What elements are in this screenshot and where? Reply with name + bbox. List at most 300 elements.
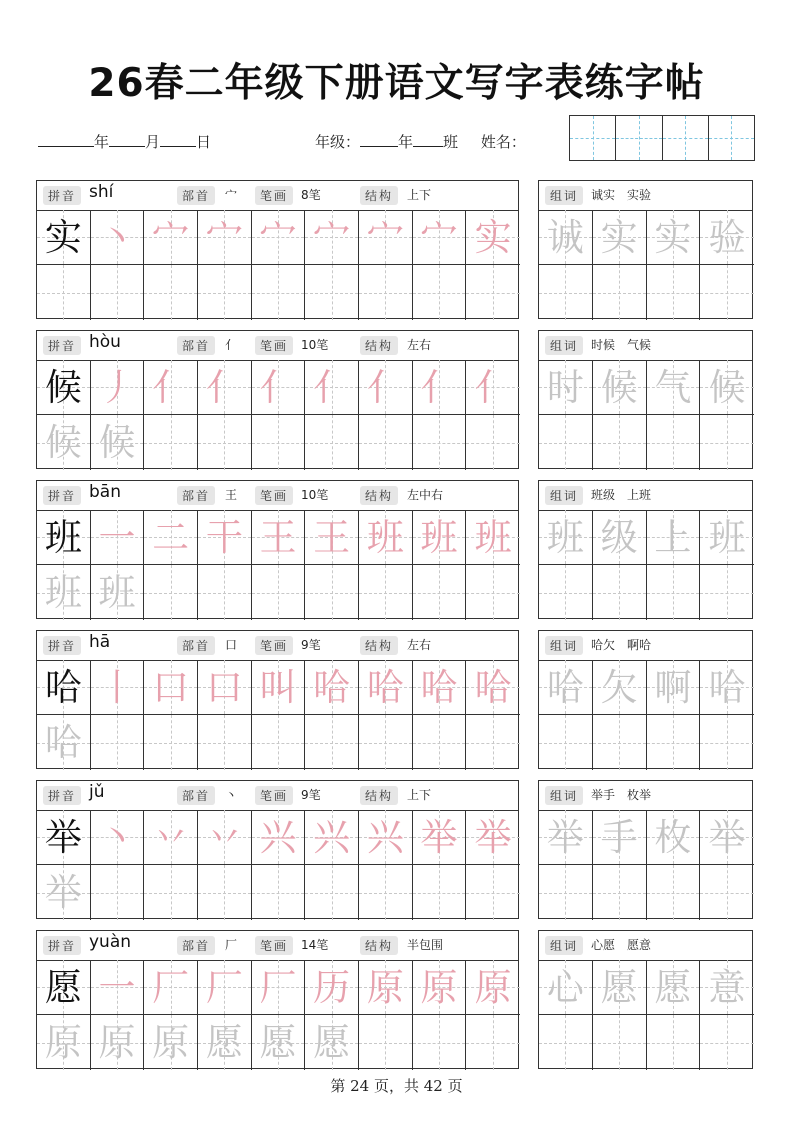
character-info-header: [37, 781, 518, 811]
practice-cell[interactable]: [91, 360, 145, 415]
practice-cell[interactable]: [359, 415, 413, 470]
year-blank[interactable]: [38, 132, 94, 147]
step-character: 厂: [259, 965, 297, 1009]
step-character: 一: [98, 515, 136, 559]
practice-cell[interactable]: [466, 1015, 520, 1070]
practice-cell[interactable]: [305, 810, 359, 865]
field-value: hā: [89, 632, 111, 652]
grade-blank[interactable]: [360, 132, 398, 147]
character-info-header: [37, 631, 518, 661]
practice-cell[interactable]: [198, 265, 252, 320]
practice-cell[interactable]: [539, 1015, 593, 1070]
word-grid: [539, 360, 752, 468]
step-character: 厂: [205, 965, 243, 1009]
trace-character: 班: [44, 571, 82, 614]
character-info-header: [37, 331, 518, 361]
trace-character: 意: [708, 965, 746, 1009]
field-label: 笔画: [255, 336, 293, 355]
practice-cell[interactable]: [91, 715, 145, 770]
practice-cell[interactable]: [647, 210, 701, 265]
practice-cell[interactable]: [144, 810, 198, 865]
name-cell[interactable]: [709, 116, 754, 160]
practice-cell[interactable]: [700, 210, 754, 265]
practice-cell[interactable]: [593, 415, 647, 470]
trace-character: 啊: [654, 665, 692, 709]
practice-cell[interactable]: [413, 415, 467, 470]
practice-cell[interactable]: [647, 360, 701, 415]
field-label: 拼音: [43, 636, 81, 655]
field-label: 部首: [177, 636, 215, 655]
practice-cell[interactable]: [539, 865, 593, 920]
trace-character: 欠: [600, 665, 638, 709]
field-label: 拼音: [43, 336, 81, 355]
field-label: 组词: [545, 936, 583, 955]
field-value: 10笔: [301, 338, 329, 352]
practice-cell[interactable]: [539, 715, 593, 770]
practice-cell[interactable]: [91, 1015, 145, 1070]
practice-cell[interactable]: [413, 865, 467, 920]
character-panel: [36, 780, 519, 919]
practice-cell[interactable]: [700, 960, 754, 1015]
field-label: 拼音: [43, 486, 81, 505]
trace-character: 气: [654, 365, 692, 409]
character-info-header: [37, 181, 518, 211]
step-character: 丨: [98, 665, 136, 709]
practice-cell[interactable]: [198, 510, 252, 565]
field-value: 诚实 实验: [591, 188, 652, 202]
practice-cell[interactable]: [198, 415, 252, 470]
practice-cell[interactable]: [359, 565, 413, 620]
practice-cell[interactable]: [91, 510, 145, 565]
practice-cell[interactable]: [413, 510, 467, 565]
main-character: 实: [44, 215, 82, 259]
trace-character: 举: [708, 815, 746, 859]
page-title: 26春二年级下册语文写字表练字帖: [88, 61, 705, 106]
practice-cell[interactable]: [359, 510, 413, 565]
practice-cell[interactable]: [252, 415, 306, 470]
field-label: 组词: [545, 486, 583, 505]
step-character: 兴: [366, 815, 404, 859]
step-character: 哈: [474, 665, 512, 709]
practice-cell[interactable]: [37, 960, 91, 1015]
practice-cell[interactable]: [466, 565, 520, 620]
step-character: 宀: [152, 215, 190, 259]
practice-cell[interactable]: [37, 1015, 91, 1070]
practice-cell[interactable]: [700, 810, 754, 865]
field-label: 结构: [360, 786, 398, 805]
field-value: 上下: [407, 788, 432, 802]
practice-cell[interactable]: [593, 715, 647, 770]
practice-cell[interactable]: [305, 865, 359, 920]
class-blank[interactable]: [413, 132, 443, 147]
month-label: 月: [145, 133, 161, 151]
field-label: 笔画: [255, 636, 293, 655]
practice-cell[interactable]: [359, 210, 413, 265]
word-grid: [539, 810, 752, 918]
practice-cell[interactable]: [466, 660, 520, 715]
field-value: bān: [89, 482, 121, 502]
practice-cell[interactable]: [647, 510, 701, 565]
practice-cell[interactable]: [700, 415, 754, 470]
field-label: 部首: [177, 936, 215, 955]
word-grid: [539, 510, 752, 618]
practice-cell[interactable]: [37, 360, 91, 415]
practice-cell[interactable]: [305, 510, 359, 565]
step-character: 亻: [366, 365, 404, 409]
practice-cell[interactable]: [700, 565, 754, 620]
practice-cell[interactable]: [144, 415, 198, 470]
field-value: 王: [225, 488, 238, 502]
word-panel: [538, 480, 753, 619]
practice-cell[interactable]: [198, 360, 252, 415]
step-character: 一: [98, 965, 136, 1009]
practice-cell[interactable]: [305, 265, 359, 320]
field-value: yuàn: [89, 932, 132, 952]
field-label: 部首: [177, 486, 215, 505]
practice-cell[interactable]: [413, 265, 467, 320]
practice-cell[interactable]: [144, 715, 198, 770]
trace-character: 原: [98, 1021, 136, 1064]
field-label: 组词: [545, 786, 583, 805]
practice-cell[interactable]: [144, 565, 198, 620]
main-character: 候: [44, 365, 82, 409]
practice-cell[interactable]: [305, 415, 359, 470]
name-box[interactable]: [569, 115, 755, 161]
field-value: 9笔: [301, 638, 321, 652]
practice-cell[interactable]: [700, 1015, 754, 1070]
practice-cell[interactable]: [413, 715, 467, 770]
step-character: 宀: [259, 215, 297, 259]
writing-grid: [37, 510, 518, 618]
trace-character: 候: [98, 421, 136, 464]
practice-cell[interactable]: [198, 660, 252, 715]
practice-cell[interactable]: [466, 510, 520, 565]
practice-cell[interactable]: [144, 1015, 198, 1070]
practice-cell[interactable]: [647, 565, 701, 620]
trace-character: 心: [546, 965, 584, 1009]
practice-cell[interactable]: [144, 960, 198, 1015]
field-value: 10笔: [301, 488, 329, 502]
practice-cell[interactable]: [700, 360, 754, 415]
step-character: 干: [205, 515, 243, 559]
practice-cell[interactable]: [144, 265, 198, 320]
practice-cell[interactable]: [647, 960, 701, 1015]
field-label: 拼音: [43, 186, 81, 205]
practice-cell[interactable]: [91, 960, 145, 1015]
practice-cell[interactable]: [252, 715, 306, 770]
step-character: 亻: [313, 365, 351, 409]
practice-cell[interactable]: [647, 715, 701, 770]
step-character: 实: [474, 215, 512, 259]
day-blank[interactable]: [160, 132, 196, 147]
step-character: 叫: [259, 665, 297, 709]
practice-cell[interactable]: [198, 1015, 252, 1070]
practice-cell[interactable]: [91, 565, 145, 620]
step-character: 宀: [366, 215, 404, 259]
practice-cell[interactable]: [305, 565, 359, 620]
practice-cell[interactable]: [359, 660, 413, 715]
name-cell[interactable]: [570, 116, 616, 160]
practice-cell[interactable]: [413, 810, 467, 865]
practice-cell[interactable]: [413, 210, 467, 265]
practice-cell[interactable]: [359, 715, 413, 770]
practice-cell[interactable]: [359, 960, 413, 1015]
practice-cell[interactable]: [37, 715, 91, 770]
practice-cell[interactable]: [252, 565, 306, 620]
field-label: 组词: [545, 636, 583, 655]
main-character: 愿: [44, 965, 82, 1009]
step-character: 举: [474, 815, 512, 859]
practice-cell[interactable]: [466, 415, 520, 470]
practice-cell[interactable]: [91, 865, 145, 920]
practice-cell[interactable]: [305, 360, 359, 415]
practice-cell[interactable]: [359, 1015, 413, 1070]
practice-cell[interactable]: [539, 660, 593, 715]
grade-line: [315, 131, 526, 152]
step-character: 原: [420, 965, 458, 1009]
practice-cell[interactable]: [252, 265, 306, 320]
writing-grid: [37, 810, 518, 918]
step-character: 兴: [259, 815, 297, 859]
practice-cell[interactable]: [413, 565, 467, 620]
field-value: 左右: [407, 338, 432, 352]
step-character: 班: [420, 515, 458, 559]
practice-cell[interactable]: [593, 565, 647, 620]
practice-cell[interactable]: [37, 510, 91, 565]
practice-cell[interactable]: [252, 660, 306, 715]
practice-cell[interactable]: [359, 810, 413, 865]
field-value: 时候 气候: [591, 338, 652, 352]
word-panel: [538, 630, 753, 769]
practice-cell[interactable]: [144, 360, 198, 415]
practice-cell[interactable]: [144, 210, 198, 265]
practice-cell[interactable]: [593, 1015, 647, 1070]
practice-cell[interactable]: [700, 660, 754, 715]
practice-cell[interactable]: [466, 715, 520, 770]
practice-cell[interactable]: [305, 210, 359, 265]
field-label: 部首: [177, 186, 215, 205]
practice-cell[interactable]: [37, 660, 91, 715]
step-character: 兴: [313, 815, 351, 859]
practice-cell[interactable]: [198, 715, 252, 770]
month-blank[interactable]: [109, 132, 145, 147]
trace-character: 班: [546, 515, 584, 559]
practice-cell[interactable]: [593, 810, 647, 865]
word-header: [539, 631, 752, 661]
practice-cell[interactable]: [593, 510, 647, 565]
name-cell[interactable]: [663, 116, 709, 160]
trace-character: 愿: [313, 1021, 351, 1064]
practice-cell[interactable]: [466, 865, 520, 920]
practice-cell[interactable]: [647, 1015, 701, 1070]
step-character: 丶: [98, 215, 136, 259]
practice-cell[interactable]: [466, 810, 520, 865]
practice-cell[interactable]: [198, 960, 252, 1015]
practice-cell[interactable]: [539, 810, 593, 865]
character-info-header: [37, 931, 518, 961]
practice-cell[interactable]: [647, 865, 701, 920]
word-header: [539, 181, 752, 211]
practice-cell[interactable]: [198, 565, 252, 620]
field-label: 拼音: [43, 936, 81, 955]
word-panel: [538, 330, 753, 469]
trace-character: 手: [600, 815, 638, 859]
word-grid: [539, 960, 752, 1068]
practice-cell[interactable]: [37, 810, 91, 865]
practice-cell[interactable]: [198, 865, 252, 920]
practice-cell[interactable]: [539, 265, 593, 320]
field-label: 笔画: [255, 486, 293, 505]
practice-cell[interactable]: [593, 265, 647, 320]
practice-cell[interactable]: [413, 1015, 467, 1070]
step-character: 丿: [98, 365, 136, 409]
page-footer: 第 24 页，共 42 页: [330, 1077, 463, 1095]
word-header: [539, 481, 752, 511]
practice-cell[interactable]: [593, 865, 647, 920]
practice-cell[interactable]: [359, 865, 413, 920]
practice-cell[interactable]: [252, 210, 306, 265]
trace-character: 级: [600, 515, 638, 559]
practice-cell[interactable]: [466, 210, 520, 265]
step-character: 口: [152, 665, 190, 709]
practice-cell[interactable]: [91, 660, 145, 715]
practice-cell[interactable]: [700, 510, 754, 565]
trace-character: 候: [44, 421, 82, 464]
practice-cell[interactable]: [413, 960, 467, 1015]
practice-cell[interactable]: [37, 865, 91, 920]
field-label: 结构: [360, 336, 398, 355]
trace-character: 班: [98, 571, 136, 614]
practice-cell[interactable]: [700, 865, 754, 920]
step-character: 原: [366, 965, 404, 1009]
practice-cell[interactable]: [252, 1015, 306, 1070]
practice-cell[interactable]: [413, 660, 467, 715]
practice-cell[interactable]: [305, 715, 359, 770]
trace-character: 原: [152, 1021, 190, 1064]
practice-cell[interactable]: [700, 715, 754, 770]
practice-cell[interactable]: [593, 660, 647, 715]
practice-cell[interactable]: [647, 265, 701, 320]
field-value: 口: [225, 638, 238, 652]
writing-grid: [37, 660, 518, 768]
word-panel: [538, 780, 753, 919]
name-cell[interactable]: [616, 116, 662, 160]
practice-cell[interactable]: [91, 810, 145, 865]
word-header: [539, 931, 752, 961]
practice-cell[interactable]: [305, 960, 359, 1015]
practice-cell[interactable]: [700, 265, 754, 320]
year-label: 年: [94, 133, 110, 151]
practice-cell[interactable]: [198, 210, 252, 265]
character-panel: [36, 180, 519, 319]
trace-character: 实: [654, 215, 692, 259]
practice-cell[interactable]: [37, 265, 91, 320]
trace-character: 上: [654, 515, 692, 559]
practice-cell[interactable]: [91, 265, 145, 320]
step-character: 班: [366, 515, 404, 559]
practice-cell[interactable]: [539, 415, 593, 470]
practice-cell[interactable]: [593, 960, 647, 1015]
practice-cell[interactable]: [359, 265, 413, 320]
trace-character: 哈: [708, 665, 746, 709]
trace-character: 愿: [654, 965, 692, 1009]
grade-year-label: 年: [398, 133, 414, 151]
practice-cell[interactable]: [539, 565, 593, 620]
practice-cell[interactable]: [539, 960, 593, 1015]
trace-character: 验: [708, 215, 746, 259]
practice-cell[interactable]: [37, 210, 91, 265]
practice-cell[interactable]: [359, 360, 413, 415]
main-character: 班: [44, 515, 82, 559]
practice-cell[interactable]: [466, 265, 520, 320]
field-value: 8笔: [301, 188, 321, 202]
practice-cell[interactable]: [37, 565, 91, 620]
practice-cell[interactable]: [144, 660, 198, 715]
practice-cell[interactable]: [144, 865, 198, 920]
practice-cell[interactable]: [647, 660, 701, 715]
practice-cell[interactable]: [252, 360, 306, 415]
practice-cell[interactable]: [593, 210, 647, 265]
step-character: 亻: [259, 365, 297, 409]
field-label: 笔画: [255, 786, 293, 805]
field-value: jǔ: [89, 782, 105, 802]
trace-character: 时: [546, 365, 584, 409]
practice-cell[interactable]: [539, 360, 593, 415]
practice-cell[interactable]: [647, 810, 701, 865]
trace-character: 诚: [546, 215, 584, 259]
practice-cell[interactable]: [305, 1015, 359, 1070]
character-info-header: [37, 481, 518, 511]
field-value: 举手 枚举: [591, 788, 652, 802]
field-value: 14笔: [301, 938, 329, 952]
step-character: 二: [152, 515, 190, 559]
practice-cell[interactable]: [91, 210, 145, 265]
practice-cell[interactable]: [37, 415, 91, 470]
practice-cell[interactable]: [593, 360, 647, 415]
step-character: 哈: [420, 665, 458, 709]
practice-cell[interactable]: [539, 210, 593, 265]
step-character: 王: [313, 515, 351, 559]
practice-cell[interactable]: [252, 865, 306, 920]
practice-cell[interactable]: [539, 510, 593, 565]
practice-cell[interactable]: [466, 960, 520, 1015]
word-header: [539, 781, 752, 811]
practice-cell[interactable]: [91, 415, 145, 470]
practice-cell[interactable]: [252, 510, 306, 565]
practice-cell[interactable]: [647, 415, 701, 470]
word-panel: [538, 180, 753, 319]
field-label: 结构: [360, 936, 398, 955]
practice-cell[interactable]: [413, 360, 467, 415]
practice-cell[interactable]: [252, 960, 306, 1015]
trace-character: 愿: [205, 1021, 243, 1064]
step-character: 宀: [205, 215, 243, 259]
practice-cell[interactable]: [466, 360, 520, 415]
practice-cell[interactable]: [305, 660, 359, 715]
trace-character: 候: [708, 365, 746, 409]
field-label: 组词: [545, 336, 583, 355]
trace-character: 枚: [654, 815, 692, 859]
practice-cell[interactable]: [252, 810, 306, 865]
practice-cell[interactable]: [144, 510, 198, 565]
writing-grid: [37, 960, 518, 1068]
writing-grid: [37, 360, 518, 468]
step-character: 哈: [366, 665, 404, 709]
step-character: 丷: [205, 815, 243, 859]
practice-cell[interactable]: [198, 810, 252, 865]
field-value: 亻: [225, 338, 238, 352]
trace-character: 候: [600, 365, 638, 409]
